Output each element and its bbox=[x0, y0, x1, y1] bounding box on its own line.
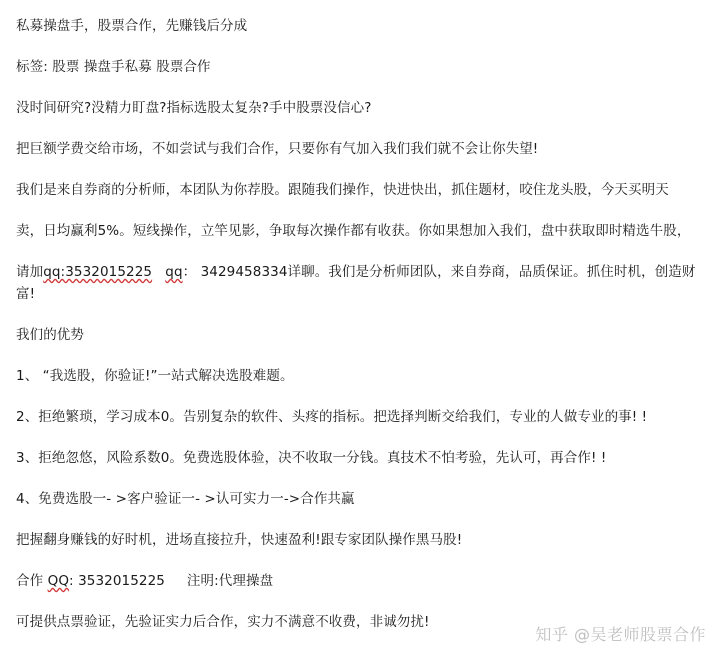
cooperation-suffix: : 3532015225 注明:代理操盘 bbox=[69, 573, 274, 589]
cooperation-qq-line bbox=[16, 572, 273, 590]
advantage-item-1: 1、 “我选股，你验证!”一站式解决选股难题。 bbox=[16, 368, 294, 384]
contact-prefix: 请加 bbox=[16, 264, 44, 280]
cooperation-prefix: 合作 bbox=[16, 573, 48, 589]
cooperation-qq-label: QQ bbox=[47, 573, 70, 589]
questions-paragraph: 没时间研究?没精力盯盘?指标选股太复杂?手中股票没信心? bbox=[16, 100, 372, 116]
contact-paragraph-line-2: 富! bbox=[16, 286, 36, 302]
intro-paragraph: 把巨额学费交给市场，不如尝试与我们合作，只要你有气加入我们我们就不会让你失望! bbox=[16, 141, 539, 157]
advantage-item-4: 4、免费选股一- >客户验证一- >认可实力一->合作共赢 bbox=[16, 491, 355, 507]
advantage-item-2: 2、拒绝繁琐，学习成本0。告别复杂的软件、头疼的指标。把选择判断交给我们，专业的人做专业的事! ! bbox=[16, 409, 648, 425]
team-paragraph-line-1: 我们是来自券商的分析师，本团队为你荐股。跟随我们操作，快进快出，抓住题材，咬住龙头股，今天买明天 bbox=[16, 182, 669, 198]
opportunity-paragraph: 把握翻身赚钱的好时机，进场直接拉升，快速盈利!跟专家团队操作黑马股! bbox=[16, 532, 463, 548]
qq-number-1: qq:3532015225 bbox=[43, 264, 153, 280]
team-paragraph-line-2: 卖，日均赢利5%。短线操作，立竿见影，争取每次操作都有收获。你如果想加入我们，盘中获取即时精选牛股， bbox=[16, 223, 691, 239]
contact-gap bbox=[152, 264, 165, 280]
qq-label-2: qq bbox=[165, 264, 183, 280]
tags-line: 标签: 股票 操盘手私募 股票合作 bbox=[16, 59, 211, 75]
advantage-item-3: 3、拒绝忽悠，风险系数0。免费选股体验，决不收取一分钱。真技术不怕考验，先认可，再合作! ! bbox=[16, 450, 607, 466]
article-title: 私募操盘手，股票合作，先赚钱后分成 bbox=[16, 18, 248, 34]
advantages-heading: 我们的优势 bbox=[16, 327, 84, 343]
verification-paragraph: 可提供点票验证，先验证实力后合作，实力不满意不收费，非诚勿扰! bbox=[16, 614, 430, 630]
zhihu-watermark: 知乎 @吴老师股票合作 bbox=[535, 625, 706, 644]
contact-suffix: ： 3429458334详聊。我们是分析师团队，来自券商，品质保证。抓住时机，创造财 bbox=[182, 264, 696, 280]
contact-paragraph-line-1 bbox=[16, 263, 696, 281]
